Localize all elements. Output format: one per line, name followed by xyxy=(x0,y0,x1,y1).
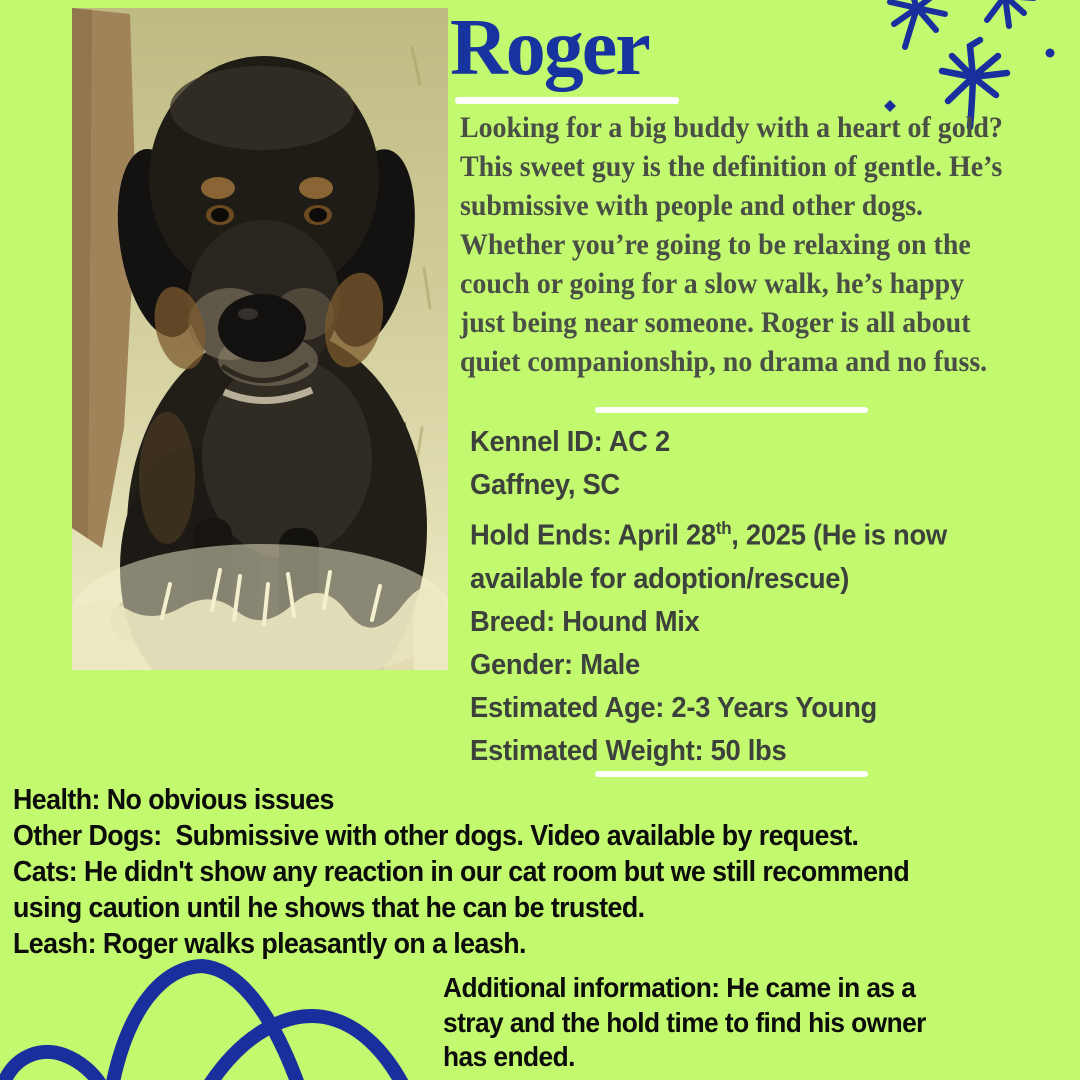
health-line: Cats: He didn't show any reaction in our cat room but we still recommend xyxy=(13,856,910,888)
sparkle-dot-icon xyxy=(1046,49,1055,58)
intro-paragraph xyxy=(460,108,1003,381)
detail-gender: Gender: Male xyxy=(470,648,640,681)
arc-doodle-group xyxy=(6,966,404,1080)
intro-line: Looking for a big buddy with a heart of gold? xyxy=(460,111,1003,144)
health-line: Other Dogs: Submissive with other dogs. Video available by request. xyxy=(13,820,859,852)
sparkle-star-icon xyxy=(890,0,945,47)
additional-line: has ended. xyxy=(443,1041,575,1072)
arc-doodle-wide xyxy=(208,1016,404,1080)
details-list xyxy=(470,421,947,773)
detail-hold-ends-continued: available for adoption/rescue) xyxy=(470,562,850,595)
detail-location: Gaffney, SC xyxy=(470,469,620,501)
arc-doodle-small xyxy=(6,1052,102,1080)
detail-kennel-id: Kennel ID: AC 2 xyxy=(470,426,670,458)
intro-line: quiet companionship, no drama and no fuss. xyxy=(460,345,988,378)
pet-name-title: Roger xyxy=(450,4,649,92)
dog-photo xyxy=(72,8,448,670)
additional-line: Additional information: He came in as a xyxy=(443,972,916,1003)
detail-hold-ends xyxy=(470,507,947,558)
health-line: Leash: Roger walks pleasantly on a leash. xyxy=(13,928,526,960)
detail-age: Estimated Age: 2-3 Years Young xyxy=(470,691,877,724)
intro-line: Whether you’re going to be relaxing on the xyxy=(460,228,971,261)
hold-ends-prefix: Hold Ends: April 28 xyxy=(470,519,716,552)
divider-above-details xyxy=(595,407,868,413)
hold-ends-ordinal: th xyxy=(715,518,732,538)
additional-line: stray and the hold time to find his owner xyxy=(443,1006,926,1038)
dog-photo-illustration xyxy=(72,8,448,670)
detail-weight: Estimated Weight: 50 lbs xyxy=(470,734,787,767)
hold-ends-suffix: , 2025 (He is now xyxy=(731,519,947,552)
sparkle-star-icon xyxy=(978,0,1034,26)
intro-line: couch or going for a slow walk, he’s happy xyxy=(460,267,965,300)
detail-breed: Breed: Hound Mix xyxy=(470,605,700,638)
intro-line: submissive with people and other dogs. xyxy=(460,189,924,222)
arc-doodle-decoration xyxy=(0,935,560,1080)
health-line: Health: No obvious issues xyxy=(13,784,334,816)
health-line: using caution until he shows that he can be trusted. xyxy=(13,892,645,924)
divider-below-details xyxy=(595,771,868,777)
divider-under-title xyxy=(455,97,679,104)
intro-line: This sweet guy is the definition of gentle. He’s xyxy=(460,150,1003,183)
intro-line: just being near someone. Roger is all about xyxy=(460,306,971,339)
